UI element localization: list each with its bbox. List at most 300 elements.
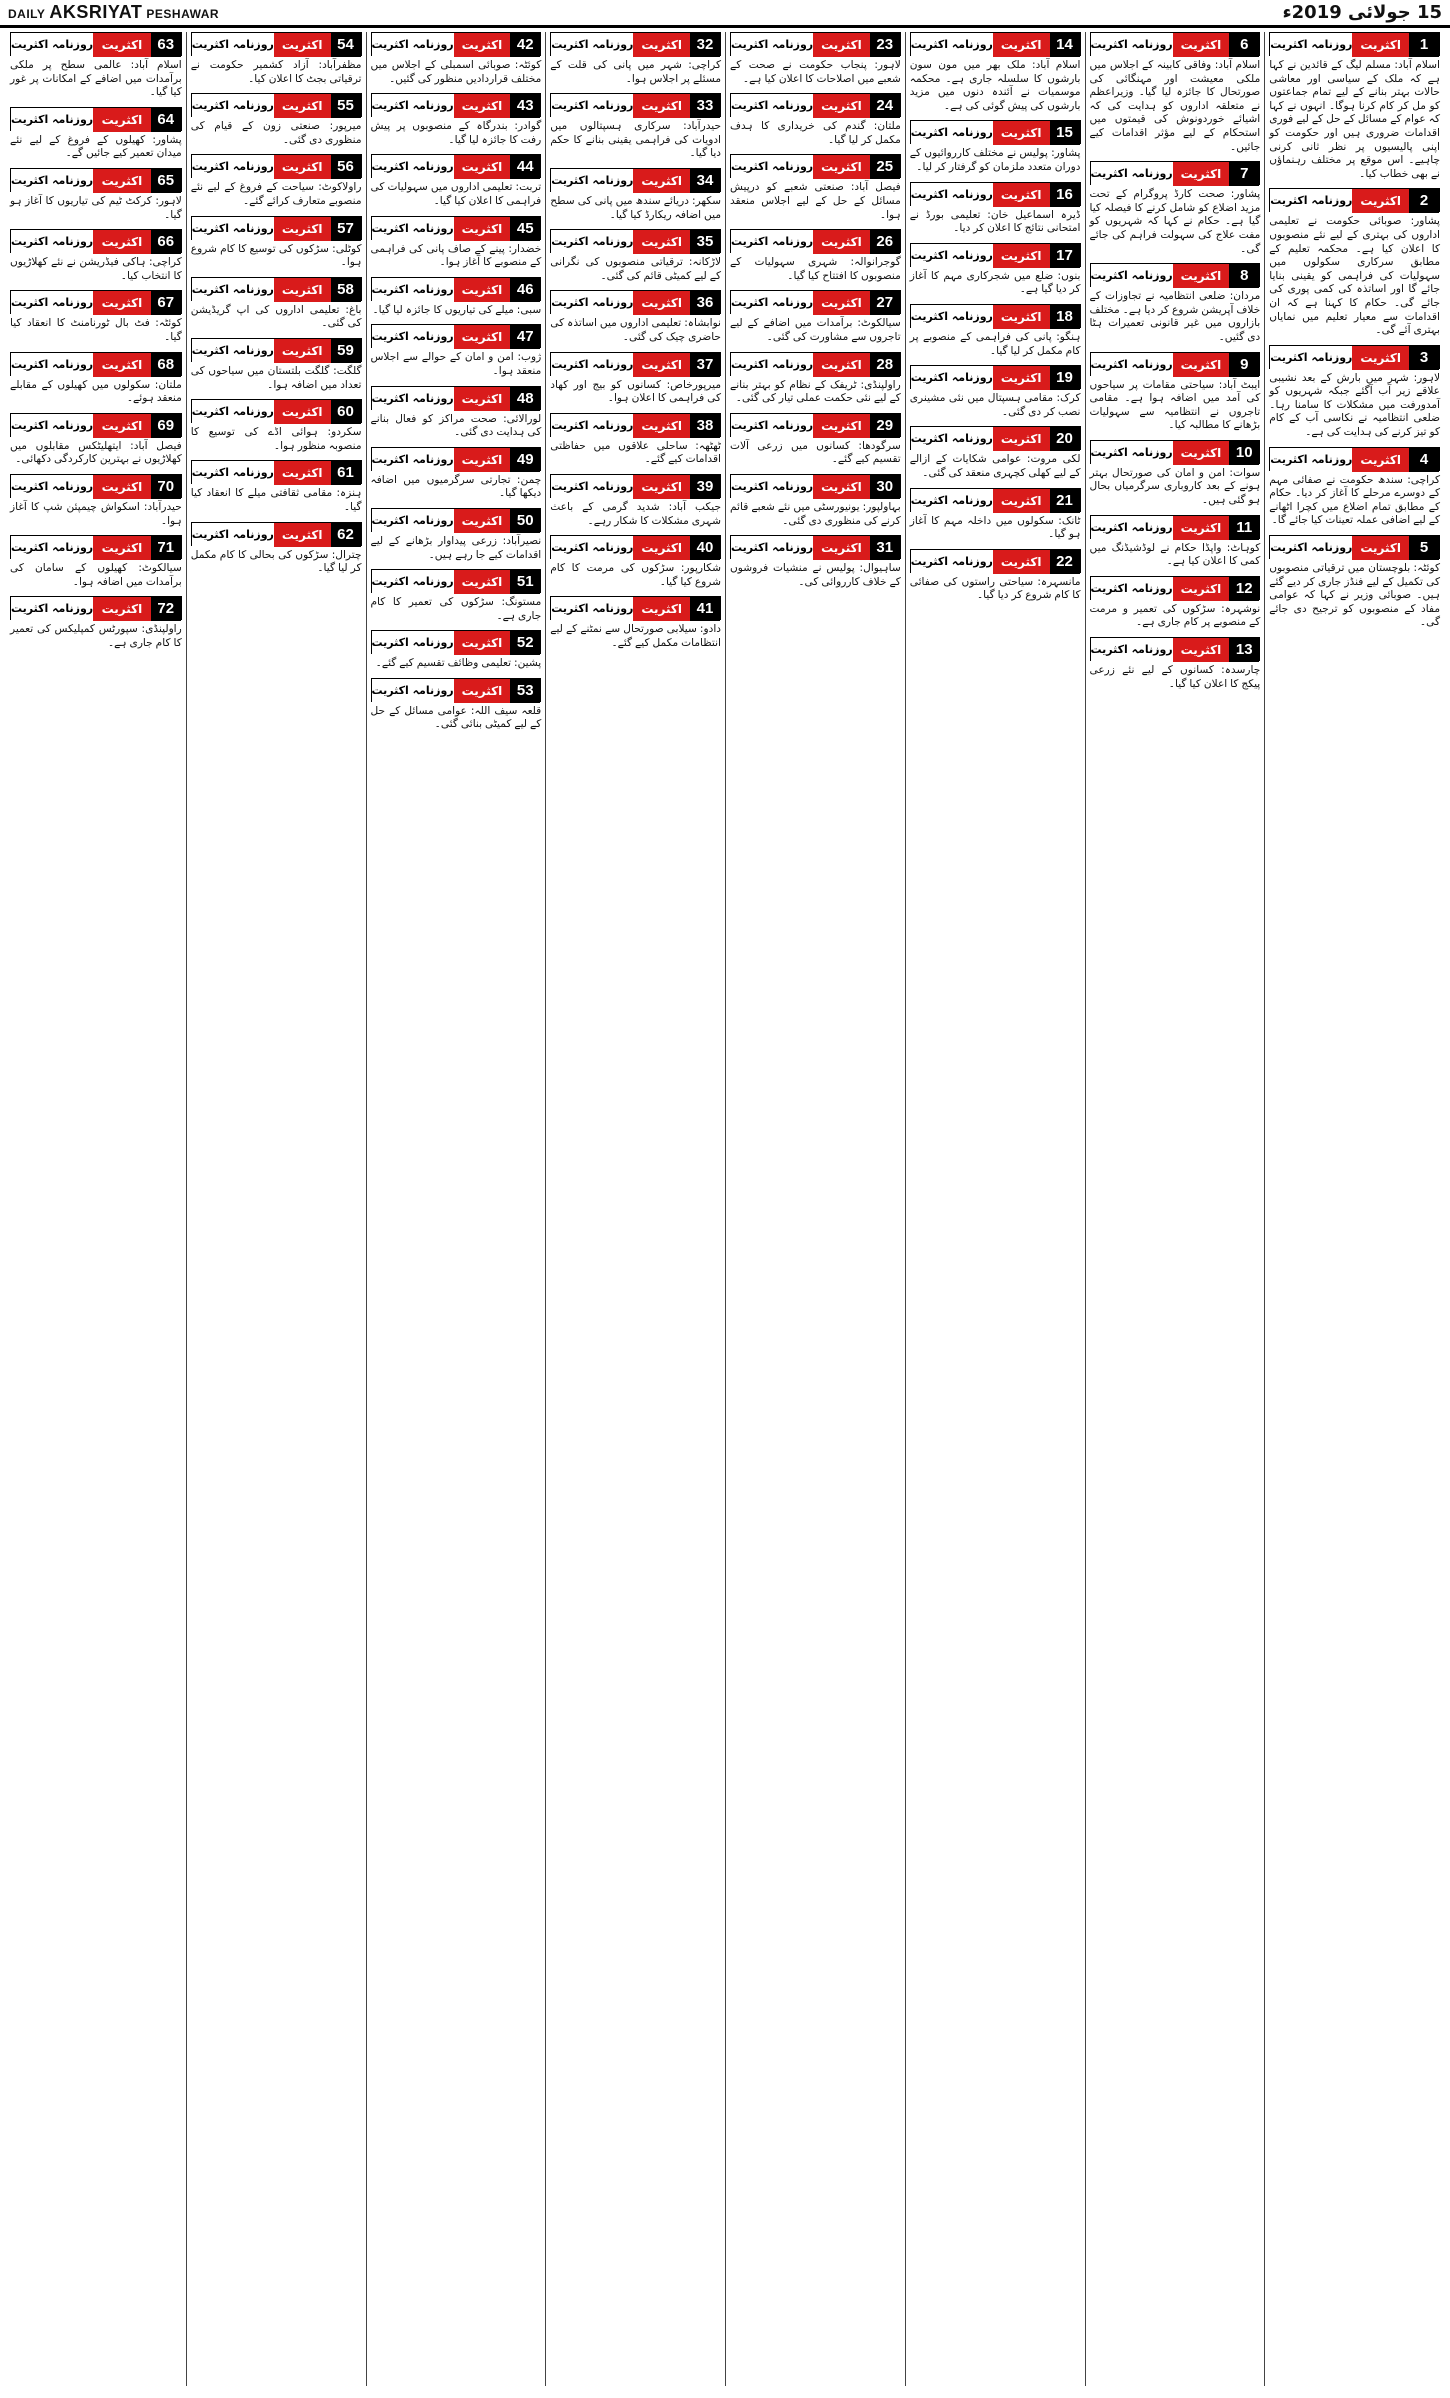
story-body-text: پشاور: پولیس نے مختلف کارروائیوں کے دوران متعدد ملزمان کو گرفتار کر لیا۔ [909, 147, 1081, 173]
story-label-red: اکثریت [274, 339, 331, 363]
story-label-red: اکثریت [633, 230, 690, 254]
classified-story [191, 522, 362, 576]
story-label-red: اکثریت [454, 278, 511, 302]
story-number: 30 [870, 475, 900, 499]
story-body-text: حیدرآباد: سرکاری ہسپتالوں میں ادویات کی فراہمی یقینی بنانے کا حکم دیا گیا۔ [550, 120, 721, 160]
story-number: 26 [870, 230, 900, 254]
story-label-urdu: روزنامہ اکثریت [551, 475, 633, 499]
story-body-text: نوشہرہ: سڑکوں کی تعمیر و مرمت کے منصوبے پر کام جاری ہے۔ [1089, 602, 1261, 629]
story-header [191, 154, 362, 178]
story-number: 41 [690, 597, 720, 621]
story-number: 68 [151, 353, 181, 377]
story-header [371, 630, 542, 654]
story-label-red: اکثریت [993, 489, 1050, 513]
story-number: 43 [510, 94, 540, 118]
story-body-text: سکھر: دریائے سندھ میں پانی کی سطح میں اضافہ ریکارڈ کیا گیا۔ [550, 194, 721, 221]
story-body-text: سکردو: ہوائی اڈے کی توسیع کا منصوبہ منظور ہوا۔ [190, 426, 362, 452]
story-label-urdu: روزنامہ اکثریت [551, 33, 633, 57]
story-body-text: پشاور: کھیلوں کے فروغ کے لیے نئے میدان تعمیر کیے جائیں گے۔ [10, 133, 182, 160]
story-number: 3 [1409, 346, 1439, 370]
story-number: 5 [1409, 536, 1439, 560]
classified-story [550, 535, 721, 589]
newspaper-column [186, 32, 366, 2386]
story-header [10, 596, 182, 620]
story-number: 35 [690, 230, 720, 254]
story-label-red: اکثریت [1352, 448, 1409, 472]
story-number: 17 [1050, 244, 1080, 268]
story-number: 55 [331, 94, 361, 118]
story-header [1269, 447, 1440, 471]
story-label-urdu: روزنامہ اکثریت [372, 448, 454, 472]
classified-story [910, 488, 1081, 542]
classified-story [371, 324, 542, 378]
story-label-urdu: روزنامہ اکثریت [731, 475, 813, 499]
story-header [191, 399, 362, 423]
story-number: 12 [1229, 577, 1259, 601]
story-body-text: ڈیرہ اسماعیل خان: تعلیمی بورڈ نے امتحانی نتائج کا اعلان کر دیا۔ [909, 208, 1081, 235]
story-header [371, 569, 542, 593]
story-header [191, 460, 362, 484]
story-label-red: اکثریت [93, 353, 151, 377]
classified-page [0, 32, 1450, 2394]
classified-story [10, 107, 182, 161]
story-body-text: مردان: ضلعی انتظامیہ نے تجاوزات کے خلاف آپریشن شروع کر دیا ہے۔ مختلف بازاروں میں غیر قانونی تعمیرات ہٹا دی گئیں۔ [1089, 290, 1261, 343]
story-header [1269, 345, 1440, 369]
story-number: 56 [331, 155, 361, 179]
story-body-text: گوجرانوالہ: شہری سہولیات کے منصوبوں کا افتتاح کیا گیا۔ [730, 256, 901, 282]
story-header [550, 413, 721, 437]
story-label-red: اکثریت [274, 461, 331, 485]
story-number: 50 [510, 509, 540, 533]
story-label-red: اکثریت [993, 305, 1050, 329]
story-label-urdu: روزنامہ اکثریت [11, 230, 93, 254]
story-body-text: اسلام آباد: ملک بھر میں مون سون بارشوں کا سلسلہ جاری ہے۔ محکمہ موسمیات نے آئندہ دنوں میں مزید بارشوں کی پیش گوئی کی ہے۔ [909, 59, 1081, 112]
classified-story [191, 93, 362, 147]
story-body-text: چترال: سڑکوں کی بحالی کا کام مکمل کر لیا گیا۔ [190, 548, 362, 575]
classified-story [10, 290, 182, 344]
story-body-text: نصیرآباد: زرعی پیداوار بڑھانے کے لیے اقدامات کیے جا رہے ہیں۔ [370, 534, 542, 561]
classified-story [730, 229, 901, 283]
classified-story [730, 413, 901, 467]
story-number: 67 [151, 291, 181, 315]
classified-story [371, 32, 542, 86]
story-body-text: کراچی: ہاکی فیڈریشن نے نئے کھلاڑیوں کا انتخاب کیا۔ [10, 256, 182, 282]
story-number: 29 [870, 414, 900, 438]
story-body-text: لاہور: کرکٹ ٹیم کی تیاریوں کا آغاز ہو گیا۔ [10, 194, 182, 221]
story-number: 34 [690, 169, 720, 193]
classified-story [10, 596, 182, 650]
story-label-red: اکثریت [454, 387, 511, 411]
story-label-red: اکثریت [274, 155, 331, 179]
story-number: 65 [151, 169, 181, 193]
story-label-red: اکثریت [813, 291, 870, 315]
story-label-red: اکثریت [1173, 638, 1230, 662]
story-header [10, 413, 182, 437]
story-label-urdu: روزنامہ اکثریت [372, 509, 454, 533]
story-label-red: اکثریت [274, 217, 331, 241]
story-number: 33 [690, 94, 720, 118]
story-header [10, 290, 182, 314]
story-header [191, 522, 362, 546]
story-label-urdu: روزنامہ اکثریت [551, 230, 633, 254]
story-body-text: چمن: تجارتی سرگرمیوں میں اضافہ دیکھا گیا۔ [370, 473, 542, 500]
story-body-text: ژوب: امن و امان کے حوالے سے اجلاس منعقد ہوا۔ [370, 351, 542, 377]
story-label-red: اکثریت [454, 155, 511, 179]
story-body-text: ٹھٹھہ: ساحلی علاقوں میں حفاظتی اقدامات کیے گئے۔ [550, 439, 721, 466]
story-body-text: لورالائی: صحت مراکز کو فعال بنانے کی ہدایت دی گئی۔ [370, 412, 542, 439]
story-header [910, 488, 1081, 512]
classified-story [1090, 352, 1261, 433]
classified-story [730, 32, 901, 86]
story-label-urdu: روزنامہ اکثریت [731, 33, 813, 57]
story-header [550, 168, 721, 192]
story-label-red: اکثریت [813, 536, 870, 560]
classified-story [10, 168, 182, 222]
classified-story [1090, 263, 1261, 344]
story-label-red: اکثریت [633, 33, 690, 57]
story-header [550, 352, 721, 376]
classified-story [371, 630, 542, 671]
story-number: 70 [151, 475, 181, 499]
story-number: 58 [331, 278, 361, 302]
story-label-urdu: روزنامہ اکثریت [1091, 577, 1173, 601]
story-number: 69 [151, 414, 181, 438]
classified-story [1269, 345, 1440, 440]
story-body-text: کوٹلی: سڑکوں کی توسیع کا کام شروع ہوا۔ [190, 242, 362, 269]
story-body-text: سرگودھا: کسانوں میں زرعی آلات تقسیم کیے گئے۔ [730, 439, 901, 466]
story-header [371, 32, 542, 56]
story-label-urdu: روزنامہ اکثریت [1091, 516, 1173, 540]
story-number: 13 [1229, 638, 1259, 662]
story-label-red: اکثریت [813, 414, 870, 438]
classified-story [730, 352, 901, 406]
story-body-text: راولاکوٹ: سیاحت کے فروغ کے لیے نئے منصوبے متعارف کرائے گئے۔ [190, 181, 362, 207]
classified-story [550, 32, 721, 86]
story-number: 15 [1050, 121, 1080, 145]
story-header [10, 168, 182, 192]
story-body-text: کوئٹہ: فٹ بال ٹورنامنٹ کا انعقاد کیا گیا۔ [10, 317, 182, 343]
story-number: 8 [1229, 264, 1259, 288]
story-label-red: اکثریت [454, 325, 511, 349]
story-number: 61 [331, 461, 361, 485]
story-label-red: اکثریت [633, 353, 690, 377]
story-label-urdu: روزنامہ اکثریت [1270, 346, 1352, 370]
classified-story [730, 535, 901, 589]
story-label-urdu: روزنامہ اکثریت [192, 461, 274, 485]
story-number: 22 [1050, 550, 1080, 574]
story-body-text: گوادر: بندرگاہ کے منصوبوں پر پیش رفت کا جائزہ لیا گیا۔ [370, 120, 542, 146]
classified-story [371, 508, 542, 562]
story-body-text: لاڑکانہ: ترقیاتی منصوبوں کی نگرانی کے لیے کمیٹی قائم کی گئی۔ [550, 256, 721, 282]
story-label-urdu: روزنامہ اکثریت [11, 33, 93, 57]
story-number: 39 [690, 475, 720, 499]
story-header [550, 474, 721, 498]
story-number: 66 [151, 230, 181, 254]
story-header [730, 32, 901, 56]
story-number: 72 [151, 597, 181, 621]
story-number: 47 [510, 325, 540, 349]
story-label-urdu: روزنامہ اکثریت [911, 121, 993, 145]
story-header [191, 338, 362, 362]
story-label-red: اکثریت [633, 536, 690, 560]
story-label-urdu: روزنامہ اکثریت [372, 155, 454, 179]
classified-story [910, 120, 1081, 174]
story-label-urdu: روزنامہ اکثریت [11, 108, 93, 132]
story-label-urdu: روزنامہ اکثریت [11, 597, 93, 621]
story-header [371, 216, 542, 240]
story-label-red: اکثریت [1173, 441, 1230, 465]
story-header [910, 365, 1081, 389]
story-header [730, 290, 901, 314]
story-body-text: راولپنڈی: سپورٹس کمپلیکس کی تعمیر کا کام جاری ہے۔ [10, 623, 182, 649]
classified-story [10, 413, 182, 467]
classified-story [10, 352, 182, 406]
story-body-text: ملتان: گندم کی خریداری کا ہدف مکمل کر لیا گیا۔ [730, 120, 901, 146]
story-label-red: اکثریت [993, 427, 1050, 451]
story-label-red: اکثریت [1173, 33, 1230, 57]
story-body-text: جیکب آباد: شدید گرمی کے باعث شہری مشکلات کا شکار رہے۔ [550, 500, 721, 527]
classified-story [191, 154, 362, 208]
classified-story [550, 168, 721, 222]
story-label-urdu: روزنامہ اکثریت [731, 230, 813, 254]
story-label-urdu: روزنامہ اکثریت [372, 570, 454, 594]
story-number: 16 [1050, 183, 1080, 207]
classified-story [191, 32, 362, 86]
story-label-red: اکثریت [813, 230, 870, 254]
story-number: 51 [510, 570, 540, 594]
story-label-urdu: روزنامہ اکثریت [731, 536, 813, 560]
story-body-text: بنوں: ضلع میں شجرکاری مہم کا آغاز کر دیا گیا ہے۔ [909, 269, 1081, 296]
story-number: 44 [510, 155, 540, 179]
story-label-red: اکثریت [633, 414, 690, 438]
story-label-red: اکثریت [93, 33, 151, 57]
story-label-red: اکثریت [1173, 264, 1230, 288]
story-header [10, 107, 182, 131]
story-label-urdu: روزنامہ اکثریت [911, 489, 993, 513]
story-body-text: کوئٹہ: بلوچستان میں ترقیاتی منصوبوں کی تکمیل کے لیے فنڈز جاری کر دیے گئے ہیں۔ صوبائی وزیر نے کہا کہ عوامی مفاد کے منصوبوں کو ترجیح دی جائے گی۔ [1269, 562, 1440, 629]
story-body-text: سبی: میلے کی تیاریوں کا جائزہ لیا گیا۔ [372, 303, 542, 316]
newspaper-column [1264, 32, 1444, 2386]
story-body-text: کراچی: سندھ حکومت نے صفائی مہم کے دوسرے مرحلے کا آغاز کر دیا۔ حکام کے مطابق تمام اضلاع میں کچرا اٹھانے کے لیے اضافی عملہ تعینات کیا جائے گا۔ [1269, 473, 1440, 527]
story-header [910, 32, 1081, 56]
classified-story [1090, 32, 1261, 154]
brand-city: PESHAWAR [146, 7, 220, 21]
story-label-urdu: روزنامہ اکثریت [192, 400, 274, 424]
story-label-red: اکثریت [813, 155, 870, 179]
story-header [730, 535, 901, 559]
classified-story [910, 426, 1081, 480]
classified-story [730, 474, 901, 528]
classified-story [371, 386, 542, 440]
story-label-red: اکثریت [274, 94, 331, 118]
story-number: 19 [1050, 366, 1080, 390]
story-header [1269, 535, 1440, 559]
story-number: 31 [870, 536, 900, 560]
classified-story [910, 365, 1081, 419]
story-number: 10 [1229, 441, 1259, 465]
story-body-text: مظفرآباد: آزاد کشمیر حکومت نے ترقیاتی بجٹ کا اعلان کیا۔ [190, 59, 362, 85]
story-label-red: اکثریت [633, 475, 690, 499]
story-header [371, 678, 542, 702]
story-label-urdu: روزنامہ اکثریت [731, 353, 813, 377]
story-body-text: میرپورخاص: کسانوں کو بیج اور کھاد کی فراہمی کا اعلان ہوا۔ [550, 378, 721, 405]
story-label-red: اکثریت [813, 475, 870, 499]
story-number: 27 [870, 291, 900, 315]
story-header [910, 304, 1081, 328]
story-number: 45 [510, 217, 540, 241]
story-header [371, 154, 542, 178]
classified-columns [6, 32, 1444, 2386]
classified-story [550, 413, 721, 467]
story-header [910, 426, 1081, 450]
story-number: 49 [510, 448, 540, 472]
story-label-red: اکثریت [1352, 536, 1409, 560]
story-header [10, 229, 182, 253]
classified-story [550, 93, 721, 161]
classified-story [910, 243, 1081, 297]
story-label-red: اکثریت [993, 183, 1050, 207]
story-body-text: خضدار: پینے کے صاف پانی کی فراہمی کے منصوبے کا آغاز ہوا۔ [370, 242, 542, 269]
story-number: 6 [1229, 33, 1259, 57]
story-label-urdu: روزنامہ اکثریت [1091, 638, 1173, 662]
story-body-text: اسلام آباد: عالمی سطح پر ملکی برآمدات میں اضافے کے امکانات پر غور کیا گیا۔ [10, 59, 182, 99]
story-label-urdu: روزنامہ اکثریت [911, 550, 993, 574]
classified-story [1269, 32, 1440, 181]
story-label-urdu: روزنامہ اکثریت [372, 387, 454, 411]
classified-story [1090, 515, 1261, 569]
story-label-urdu: روزنامہ اکثریت [372, 217, 454, 241]
story-label-red: اکثریت [1173, 577, 1230, 601]
classified-story [371, 447, 542, 501]
story-body-text: کوئٹہ: صوبائی اسمبلی کے اجلاس میں مختلف قراردادیں منظور کی گئیں۔ [370, 59, 542, 85]
story-header [730, 154, 901, 178]
story-header [1090, 637, 1261, 661]
story-number: 63 [151, 33, 181, 57]
classified-story [191, 338, 362, 392]
classified-story [371, 93, 542, 147]
story-number: 4 [1409, 448, 1439, 472]
classified-story [10, 474, 182, 528]
classified-story [1269, 447, 1440, 528]
story-label-urdu: روزنامہ اکثریت [1270, 33, 1352, 57]
classified-story [1090, 161, 1261, 256]
story-header [730, 352, 901, 376]
story-label-red: اکثریت [454, 217, 511, 241]
story-label-urdu: روزنامہ اکثریت [911, 33, 993, 57]
story-header [1090, 440, 1261, 464]
story-header [371, 277, 542, 301]
classified-story [1269, 188, 1440, 337]
story-number: 64 [151, 108, 181, 132]
classified-story [10, 229, 182, 283]
story-body-text: کرک: مقامی ہسپتال میں نئی مشینری نصب کر دی گئی۔ [909, 392, 1081, 418]
story-body-text: ایبٹ آباد: سیاحتی مقامات پر سیاحوں کی آمد میں اضافہ ہوا ہے۔ مقامی تاجروں نے انتظامیہ سے سہولیات بڑھانے کا مطالبہ کیا۔ [1089, 378, 1261, 432]
story-label-urdu: روزنامہ اکثریت [192, 155, 274, 179]
classified-story [10, 32, 182, 100]
story-label-urdu: روزنامہ اکثریت [551, 94, 633, 118]
story-label-urdu: روزنامہ اکثریت [1091, 353, 1173, 377]
newspaper-column [725, 32, 905, 2386]
newspaper-column [1085, 32, 1265, 2386]
story-header [550, 596, 721, 620]
story-label-urdu: روزنامہ اکثریت [551, 597, 633, 621]
story-label-red: اکثریت [993, 550, 1050, 574]
story-number: 48 [510, 387, 540, 411]
story-label-urdu: روزنامہ اکثریت [372, 325, 454, 349]
story-body-text: ملتان: سکولوں میں کھیلوں کے مقابلے منعقد ہوئے۔ [10, 378, 182, 405]
story-label-urdu: روزنامہ اکثریت [372, 679, 454, 703]
classified-story [371, 216, 542, 270]
story-label-red: اکثریت [1173, 162, 1230, 186]
story-label-red: اکثریت [93, 414, 151, 438]
story-label-red: اکثریت [813, 94, 870, 118]
story-label-red: اکثریت [454, 509, 511, 533]
story-header [371, 386, 542, 410]
story-number: 1 [1409, 33, 1439, 57]
classified-story [1090, 576, 1261, 630]
story-label-urdu: روزنامہ اکثریت [1091, 162, 1173, 186]
story-label-red: اکثریت [993, 366, 1050, 390]
story-header [1090, 352, 1261, 376]
story-body-text: پشاور: صحت کارڈ پروگرام کے تحت مزید اضلاع کو شامل کرنے کا فیصلہ کیا گیا ہے۔ حکام نے کہا کہ شہریوں کو مفت علاج کی سہولت فراہم کی جائے گی۔ [1089, 188, 1261, 255]
classified-story [371, 569, 542, 623]
story-label-urdu: روزنامہ اکثریت [11, 475, 93, 499]
story-header [371, 447, 542, 471]
story-body-text: لکی مروت: عوامی شکایات کے ازالے کے لیے کھلی کچہری منعقد کی گئی۔ [909, 453, 1081, 479]
story-number: 54 [331, 33, 361, 57]
story-label-red: اکثریت [93, 169, 151, 193]
story-label-urdu: روزنامہ اکثریت [551, 414, 633, 438]
story-label-urdu: روزنامہ اکثریت [192, 33, 274, 57]
story-number: 24 [870, 94, 900, 118]
classified-story [910, 549, 1081, 603]
story-label-urdu: روزنامہ اکثریت [11, 536, 93, 560]
story-body-text: ٹانک: سکولوں میں داخلہ مہم کا آغاز ہو گیا۔ [909, 514, 1081, 541]
classified-story [550, 229, 721, 283]
story-body-text: قلعہ سیف اللہ: عوامی مسائل کے حل کے لیے کمیٹی بنائی گئی۔ [370, 704, 542, 731]
classified-story [730, 154, 901, 222]
story-header [10, 32, 182, 56]
story-label-urdu: روزنامہ اکثریت [11, 414, 93, 438]
story-label-urdu: روزنامہ اکثریت [192, 94, 274, 118]
story-body-text: نوابشاہ: تعلیمی اداروں میں اساتذہ کی حاضری چیک کی گئی۔ [550, 317, 721, 343]
story-label-urdu: روزنامہ اکثریت [551, 169, 633, 193]
classified-story [1090, 637, 1261, 691]
story-body-text: شکارپور: سڑکوں کی مرمت کا کام شروع کیا گیا۔ [550, 562, 721, 588]
story-label-urdu: روزنامہ اکثریت [11, 169, 93, 193]
story-label-red: اکثریت [633, 169, 690, 193]
issue-date: 15 جولائی 2019ء [1282, 2, 1442, 23]
story-header [730, 413, 901, 437]
story-label-urdu: روزنامہ اکثریت [731, 155, 813, 179]
story-label-urdu: روزنامہ اکثریت [192, 339, 274, 363]
story-label-red: اکثریت [274, 33, 331, 57]
story-label-red: اکثریت [454, 94, 511, 118]
story-header [1090, 576, 1261, 600]
brand-name: AKSRIYAT [49, 2, 143, 22]
story-body-text: ساہیوال: پولیس نے منشیات فروشوں کے خلاف کارروائی کی۔ [730, 562, 901, 588]
story-label-urdu: روزنامہ اکثریت [1091, 441, 1173, 465]
story-label-urdu: روزنامہ اکثریت [11, 353, 93, 377]
story-label-urdu: روزنامہ اکثریت [1270, 536, 1352, 560]
story-label-red: اکثریت [633, 94, 690, 118]
story-header [550, 535, 721, 559]
story-body-text: لاہور: شہر میں بارش کے بعد نشیبی علاقے زیر آب آگئے جبکہ شہریوں کو آمدورفت میں مشکلات کا سامنا رہا۔ ضلعی انتظامیہ نے نکاسی آب کے کام کو تیز کرنے کی ہدایت کی ہے۔ [1269, 371, 1440, 439]
story-label-urdu: روزنامہ اکثریت [911, 305, 993, 329]
story-label-urdu: روزنامہ اکثریت [372, 33, 454, 57]
story-label-urdu: روزنامہ اکثریت [731, 291, 813, 315]
story-number: 28 [870, 353, 900, 377]
